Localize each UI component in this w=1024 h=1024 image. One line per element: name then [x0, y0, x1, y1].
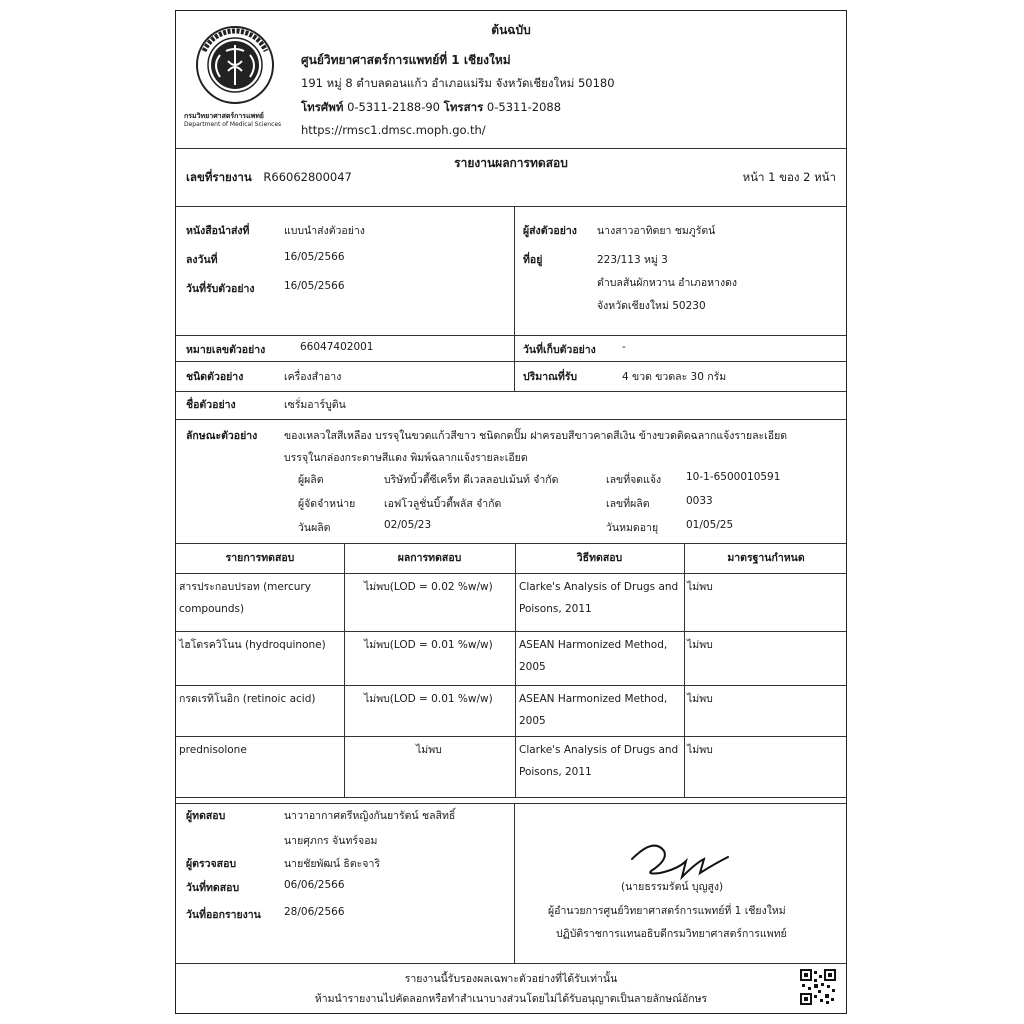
divider: [176, 803, 846, 804]
org-name: ศูนย์วิทยาศาสตร์การแพทย์ที่ 1 เชียงใหม่: [301, 53, 511, 67]
maker-value: บริษัทบิ้วตี้ซีเคร็ท ดีเวลลอปเม้นท์ จำกัด: [384, 474, 559, 486]
row-item: prednisolone: [179, 744, 247, 756]
dept-thai-label: กรมวิทยาศาสตร์การแพทย์: [184, 112, 264, 120]
issue-date-label: วันที่ออกรายงาน: [186, 909, 261, 921]
row-item: กรดเรทิโนอิก (retinoic acid): [179, 693, 316, 705]
test-date-label: วันที่ทดสอบ: [186, 882, 240, 894]
sender-address-line: 223/113 หมู่ 3: [597, 254, 668, 266]
quantity-label: ปริมาณที่รับ: [523, 371, 578, 383]
divider: [176, 963, 846, 964]
divider: [514, 335, 515, 391]
director-name: (นายธรรมรัตน์ บุญสูง): [621, 881, 724, 893]
received-label: วันที่รับตัวอย่าง: [186, 283, 255, 295]
letter-label: หนังสือนำส่งที่: [186, 225, 250, 237]
row-item: สารประกอบปรอท (mercury compounds): [179, 581, 311, 615]
row-standard: ไม่พบ: [687, 639, 713, 651]
divider: [684, 543, 685, 797]
divider: [176, 543, 846, 544]
collect-date-value: -: [622, 341, 626, 353]
sample-type-value: เครื่องสำอาง: [284, 371, 342, 383]
sample-desc-line: บรรจุในกล่องกระดาษสีแดง พิมพ์ฉลากแจ้งรายละเอียด: [284, 452, 528, 464]
website-url[interactable]: https://rmsc1.dmsc.moph.go.th/: [301, 123, 486, 137]
footer-note: รายงานนี้รับรองผลเฉพาะตัวอย่างที่ได้รับเท่านั้น: [404, 973, 618, 985]
test-date-value: 06/06/2566: [284, 879, 345, 891]
sender-address-label: ที่อยู่: [523, 254, 543, 266]
copy-label: ต้นฉบับ: [491, 23, 531, 37]
distributor-label: ผู้จัดจำหน่าย: [298, 498, 356, 510]
divider: [344, 543, 345, 797]
lot-value: 0033: [686, 495, 713, 507]
row-item: ไฮโดรควิโนน (hydroquinone): [179, 639, 326, 651]
date-value: 16/05/2566: [284, 251, 345, 263]
row-standard: ไม่พบ: [687, 744, 713, 756]
row-standard: ไม่พบ: [687, 693, 713, 705]
director-title: ปฏิบัติราชการแทนอธิบดีกรมวิทยาศาสตร์การแพทย์: [556, 928, 787, 940]
contact-line: [301, 99, 561, 117]
director-title: ผู้อำนวยการศูนย์วิทยาศาสตร์การแพทย์ที่ 1 เชียงใหม่: [548, 905, 786, 917]
footer-note: ห้ามนำรายงานไปคัดลอกหรือทำสำเนาบางส่วนโดยไม่ได้รับอนุญาตเป็นลายลักษณ์อักษร: [314, 993, 708, 1005]
checker-label: ผู้ตรวจสอบ: [186, 858, 237, 870]
letter-value: แบบนำส่งตัวอย่าง: [284, 225, 365, 237]
sample-no-label: หมายเลขตัวอย่าง: [186, 344, 266, 356]
tester-name: นาวาอากาศตรีหญิงกันยารัตน์ ชลสิทธิ์: [284, 810, 456, 822]
page-indicator: หน้า 1 ของ 2 หน้า: [742, 170, 836, 184]
mfg-value: 02/05/23: [384, 519, 432, 531]
sample-type-label: ชนิดตัวอย่าง: [186, 371, 244, 383]
report-number: R66062800047: [263, 170, 352, 184]
divider: [176, 419, 846, 420]
quantity-value: 4 ขวด ขวดละ 30 กรัม: [622, 371, 727, 383]
divider: [176, 335, 846, 336]
table-header-result: ผลการทดสอบ: [397, 552, 462, 564]
report-number-row: [186, 169, 352, 187]
tester-label: ผู้ทดสอบ: [186, 810, 226, 822]
sender-name: นางสาวอาทิตยา ชมภูรัตน์: [597, 225, 716, 237]
divider: [176, 361, 846, 362]
checker-name: นายชัยพัฒน์ ธิตะจาริ: [284, 858, 380, 870]
table-header-method: วิธีทดสอบ: [576, 552, 623, 564]
exp-label: วันหมดอายุ: [606, 522, 659, 534]
divider: [176, 685, 846, 686]
qr-code-icon[interactable]: [800, 969, 836, 1005]
divider: [176, 736, 846, 737]
row-standard: ไม่พบ: [687, 581, 713, 593]
row-result: ไม่พบ(LOD = 0.01 %w/w): [364, 693, 493, 705]
divider: [515, 543, 516, 797]
divider: [176, 797, 846, 798]
report-document: [175, 10, 847, 1014]
report-number-label: เลขที่รายงาน: [186, 170, 252, 184]
dept-eng-label: Department of Medical Sciences: [184, 121, 282, 128]
sender-label: ผู้ส่งตัวอย่าง: [523, 225, 577, 237]
lot-label: เลขที่ผลิต: [606, 498, 650, 510]
exp-value: 01/05/25: [686, 519, 734, 531]
notify-value: 10-1-6500010591: [686, 471, 781, 483]
divider: [176, 391, 846, 392]
divider: [514, 803, 515, 963]
org-address: 191 หมู่ 8 ตำบลดอนแก้ว อำเภอแม่ริม จังหวัดเชียงใหม่ 50180: [301, 76, 615, 90]
row-method: Clarke's Analysis of Drugs and Poisons, 2011: [519, 581, 679, 615]
date-label: ลงวันที่: [186, 254, 218, 266]
row-method: Clarke's Analysis of Drugs and Poisons, 2011: [519, 744, 679, 778]
sample-name-label: ชื่อตัวอย่าง: [186, 399, 236, 411]
report-title: รายงานผลการทดสอบ: [454, 156, 568, 170]
mfg-label: วันผลิต: [298, 522, 331, 534]
received-value: 16/05/2566: [284, 280, 345, 292]
notify-label: เลขที่จดแจ้ง: [606, 474, 662, 486]
row-result: ไม่พบ(LOD = 0.02 %w/w): [364, 581, 493, 593]
maker-label: ผู้ผลิต: [298, 474, 324, 486]
issue-date-value: 28/06/2566: [284, 906, 345, 918]
sample-desc-line: ของเหลวใสสีเหลือง บรรจุในขวดแก้วสีขาว ชนิดกดปั๊ม ฝาครอบสีขาวคาดสีเงิน ข้างขวดติดฉลากแจ้งรายละเอียด: [284, 430, 788, 442]
row-result: ไม่พบ: [416, 744, 442, 756]
phone-label: โทรศัพท์: [301, 100, 344, 114]
distributor-value: เอฟโวลูชั่นบิ้วตี้พลัส จำกัด: [384, 498, 502, 510]
sample-desc-label: ลักษณะตัวอย่าง: [186, 430, 258, 442]
divider: [176, 148, 846, 149]
divider: [176, 573, 846, 574]
table-header-standard: มาตรฐานกำหนด: [727, 552, 805, 564]
row-method: ASEAN Harmonized Method, 2005: [519, 639, 668, 673]
sample-no-value: 66047402001: [300, 341, 374, 353]
phone-value: 0-5311-2188-90: [347, 100, 440, 114]
divider: [514, 206, 515, 335]
sender-address-line: จังหวัดเชียงใหม่ 50230: [597, 300, 706, 312]
sender-address-line: ตำบลสันผักหวาน อำเภอหางดง: [597, 277, 738, 289]
fax-label: โทรสาร: [443, 100, 484, 114]
table-header-item: รายการทดสอบ: [225, 552, 295, 564]
row-result: ไม่พบ(LOD = 0.01 %w/w): [364, 639, 493, 651]
divider: [176, 631, 846, 632]
divider: [176, 206, 846, 207]
collect-date-label: วันที่เก็บตัวอย่าง: [523, 344, 596, 356]
sample-name-value: เซรั่มอาร์บูติน: [284, 399, 346, 411]
fax-value: 0-5311-2088: [486, 100, 562, 114]
tester-name: นายศุภกร จันทร์จอม: [284, 835, 378, 847]
row-method: ASEAN Harmonized Method, 2005: [519, 693, 668, 727]
